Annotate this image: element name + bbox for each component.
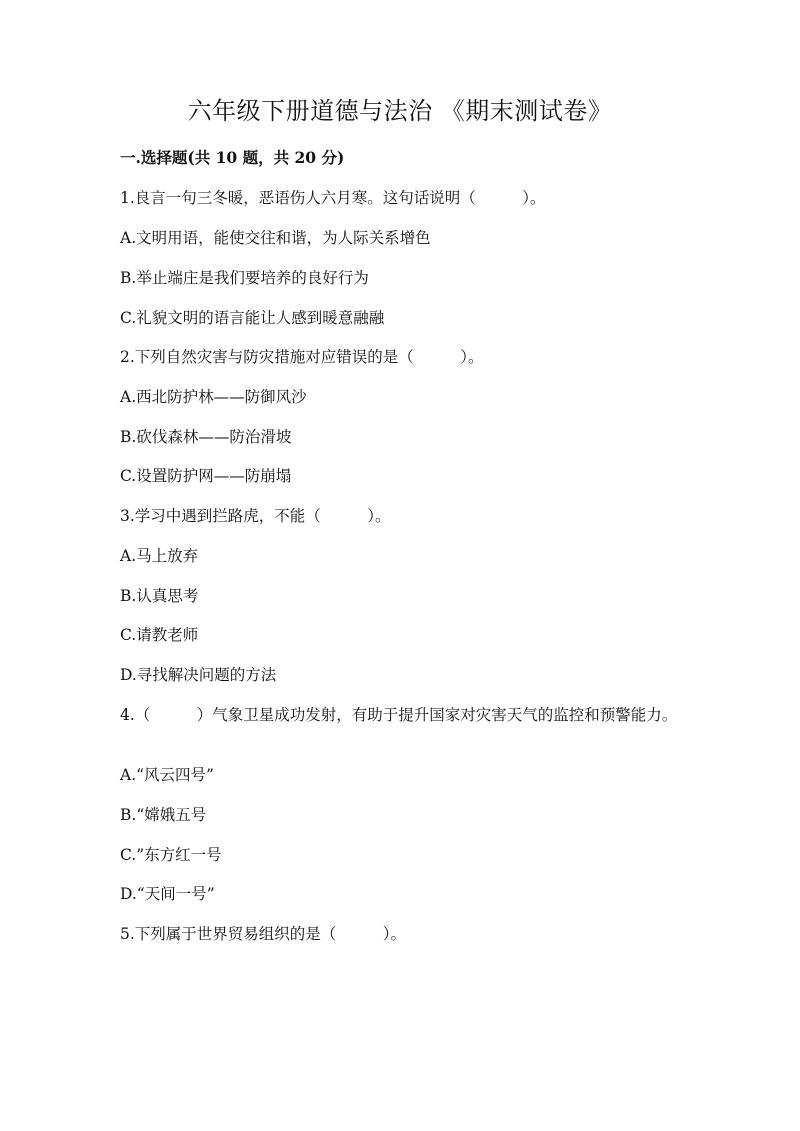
section-heading: 一.选择题(共 10 题，共 20 分) [120,148,345,167]
option-b: B.砍伐森林——防治滑坡 [120,428,292,446]
question-stem: 1.良言一句三冬暖，恶语伤人六月寒。这句话说明（ ）。 [120,189,546,207]
page-title: 六年级下册道德与法治 《期末测试卷》 [187,97,613,125]
option-a: A.西北防护林——防御风沙 [120,388,307,406]
option-b: B.“嫦娥五号 [120,806,207,824]
option-b: B.举止端庄是我们要培养的良好行为 [120,269,369,287]
option-c: C.”东方红一号 [120,846,222,864]
option-a: A.马上放弃 [120,547,199,565]
question-stem: 2.下列自然灾害与防灾措施对应错误的是（ ）。 [120,348,484,366]
question-stem: 5.下列属于世界贸易组织的是（ ）。 [120,925,407,943]
question-stem: 3.学习中遇到拦路虎，不能（ ）。 [120,507,391,525]
option-d: D.“天间一号” [120,885,215,903]
option-c: C.设置防护网——防崩塌 [120,467,292,485]
option-a: A.“风云四号” [120,766,214,784]
question-stem: 4.（ ）气象卫星成功发射，有助于提升国家对灾害天气的监控和预警能力。 [120,706,678,724]
option-d: D.寻找解决问题的方法 [120,666,277,684]
option-c: C.礼貌文明的语言能让人感到暖意融融 [120,309,385,327]
option-a: A.文明用语，能使交往和谐，为人际关系增色 [120,229,431,247]
option-b: B.认真思考 [120,587,199,605]
option-c: C.请教老师 [120,626,199,644]
